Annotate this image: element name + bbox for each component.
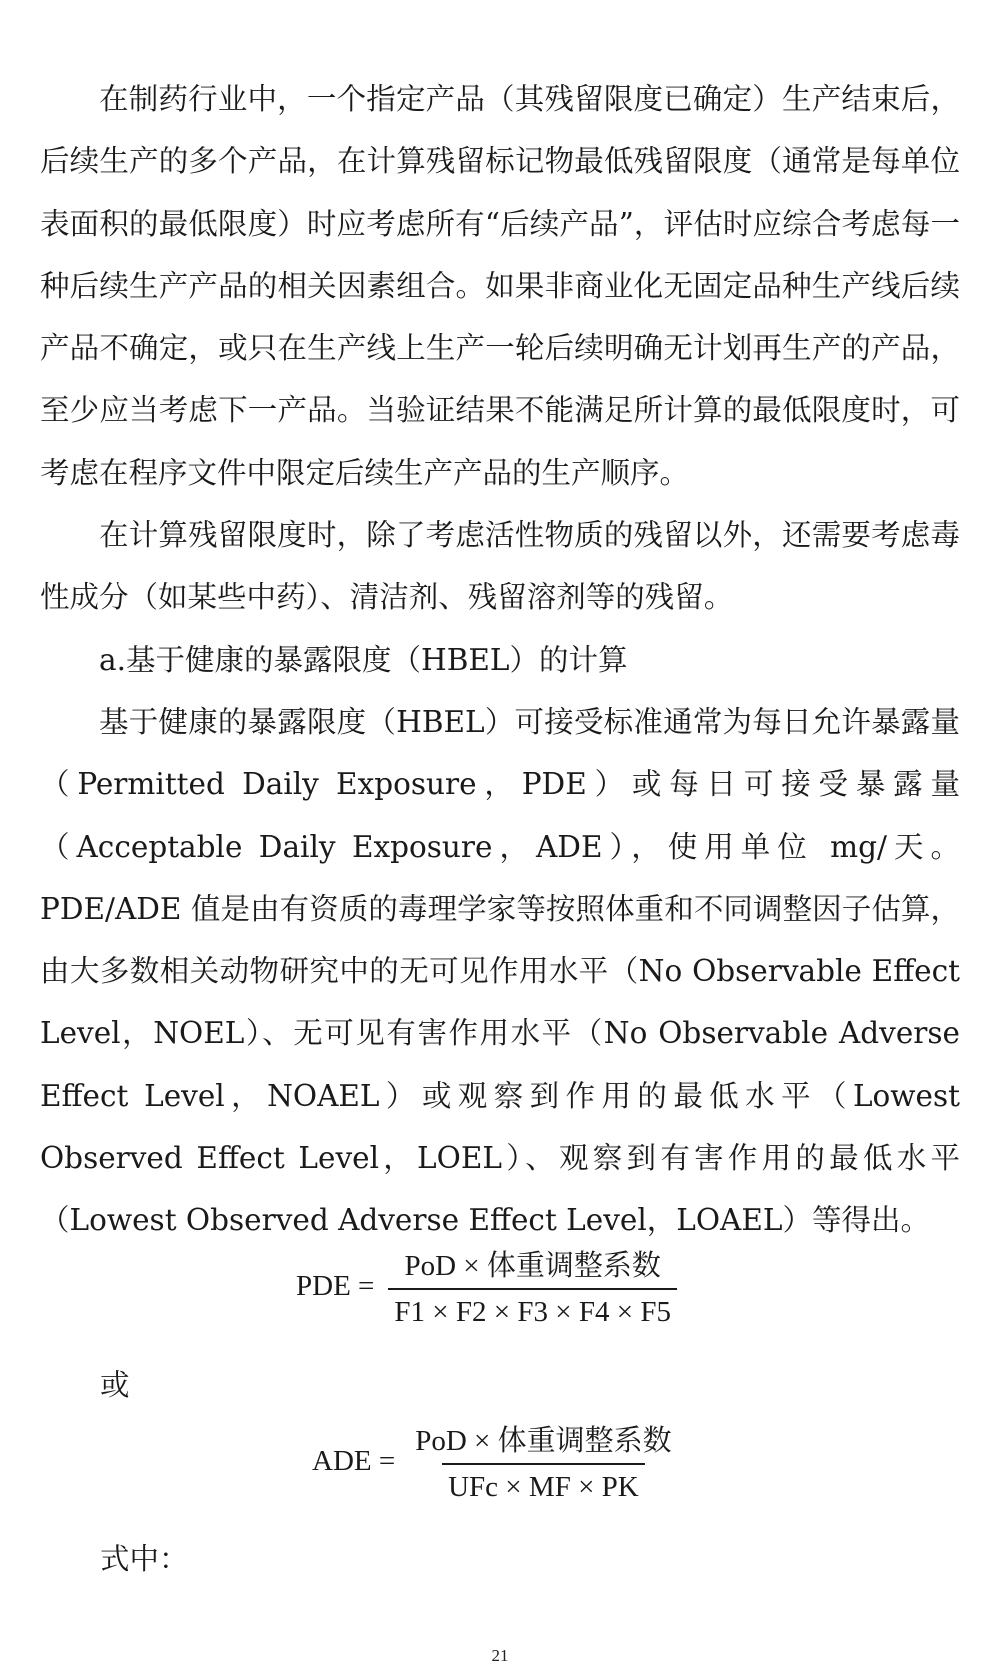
body-text: [40, 68, 960, 1252]
ade-formula: [0, 1418, 1000, 1504]
pde-numerator: PoD × 体重调整系数: [404, 1250, 661, 1282]
page-number: 21: [491, 1646, 509, 1665]
where-text: 式中：: [100, 1542, 189, 1576]
or-text: 或: [100, 1368, 130, 1402]
ade-numerator: PoD × 体重调整系数: [415, 1425, 672, 1457]
pde-fraction: [388, 1243, 677, 1329]
pde-denominator: F1 × F2 × F3 × F4 × F5: [388, 1288, 677, 1329]
paragraph-residue-types: 在计算残留限度时，除了考虑活性物质的残留以外，还需要考虑毒性成分（如某些中药）、清洁剂、残留溶剂等的残留。: [40, 518, 960, 615]
ade-formula-lhs: ADE =: [312, 1444, 396, 1477]
pde-formula: [0, 1243, 1000, 1329]
section-heading-hbel: a.基于健康的暴露限度（HBEL）的计算: [99, 642, 628, 677]
paragraph-residue-limit: 在制药行业中，一个指定产品（其残留限度已确定）生产结束后，后续生产的多个产品，在计算残留标记物最低残留限度（通常是每单位表面积的最低限度）时应考虑所有“后续产品”，评估时应综合考虑每一种后续生产产品的相关因素组合。如果非商业化无固定品种生产线后续产品不确定，或只在生产线上生产一轮后续明确无计划再生产的产品，至少应当考虑下一产品。当验证结果不能满足所计算的最低限度时，可考虑在程序文件中限定后续生产产品的生产顺序。: [40, 82, 960, 490]
ade-fraction: [409, 1418, 677, 1504]
paragraph-hbel-definition: 基于健康的暴露限度（HBEL）可接受标准通常为每日允许暴露量（Permitted Daily Exposure，PDE）或每日可接受暴露量（Acceptable Daily Exposure，ADE），使用单位 mg/天。PDE/ADE 值是由有资质的毒理学家等按照体重和不同调整因子估算，由大多数相关动物研究中的无可见作用水平（No Observable Effect Level，NOEL）、无可见有害作用水平（No Observable Adverse Effect Level，NOAEL）或观察到作用的最低水平（Lowest Observed Effect Level，LOEL）、观察到有害作用的最低水平（Lowest Observed Adverse Effect Level，LOAEL）等得出。: [40, 704, 960, 1238]
pde-formula-lhs: PDE =: [296, 1269, 375, 1302]
ade-denominator: UFc × MF × PK: [442, 1463, 645, 1504]
